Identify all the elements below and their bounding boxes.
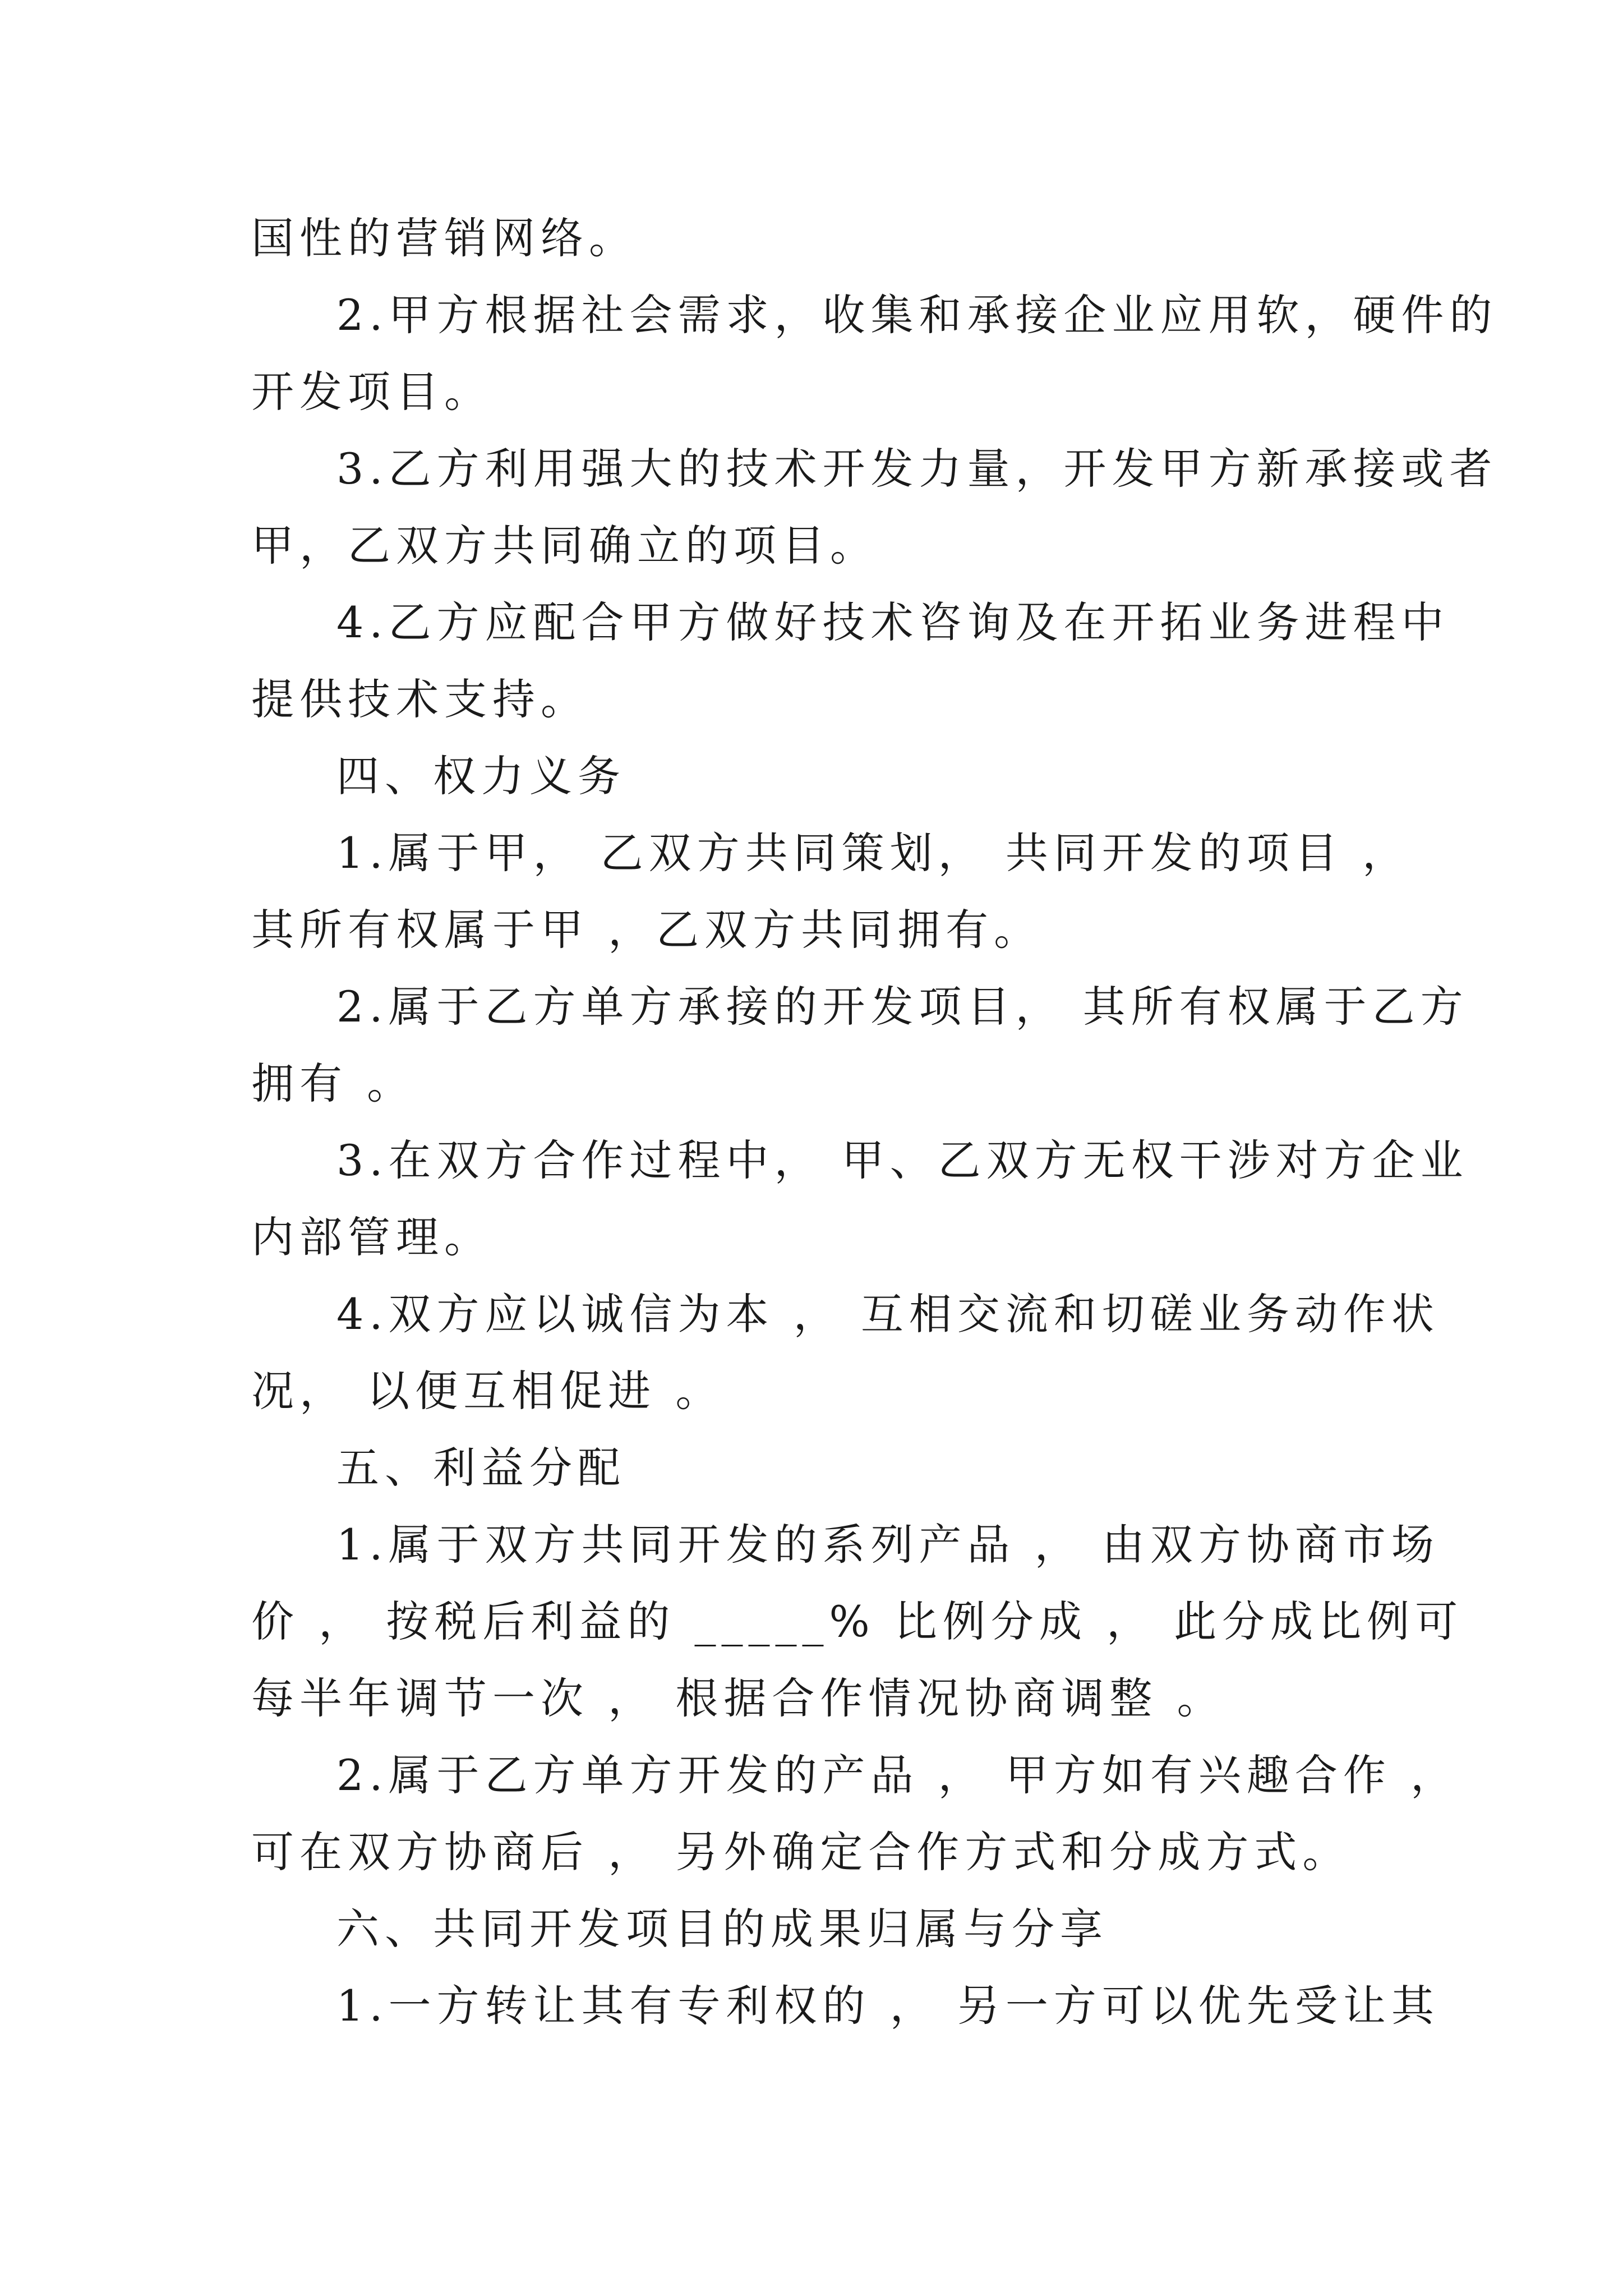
text-line: 拥有 。 — [251, 1059, 416, 1108]
text-line: 4.乙方应配合甲方做好技术咨询及在开拓业务进程中 — [336, 597, 1450, 647]
section-heading: 六、共同开发项目的成果归属与分享 — [336, 1904, 1108, 1954]
text-line: 提供技术支持。 — [251, 674, 589, 724]
text-line: 4.双方应以诚信为本 ， 互相交流和切磋业务动作状 — [336, 1289, 1440, 1339]
text-line: 价 ， 按税后利益的 _____% 比例分成 ， 此分成比例可 — [251, 1596, 1464, 1646]
text-line: 甲，乙双方共同确立的项目。 — [251, 521, 878, 570]
text-line: 3.乙方利用强大的技术开发力量，开发甲方新承接或者 — [336, 444, 1498, 494]
text-line: 2.甲方根据社会需求，收集和承接企业应用软，硬件的 — [336, 290, 1498, 340]
text-line: 2.属于乙方单方承接的开发项目， 其所有权属于乙方 — [336, 982, 1469, 1032]
section-heading: 五、利益分配 — [336, 1443, 626, 1493]
text-line: 1.一方转让其有专利权的 ， 另一方可以优先受让其 — [336, 1981, 1440, 2031]
text-line: 其所有权属于甲 ，乙双方共同拥有。 — [251, 905, 1043, 955]
text-line: 3.在双方合作过程中， 甲、乙双方无权干涉对方企业 — [336, 1135, 1469, 1185]
text-line: 1.属于双方共同开发的系列产品 ， 由双方协商市场 — [336, 1520, 1440, 1570]
text-line: 2.属于乙方单方开发的产品 ， 甲方如有兴趣合作 ， — [336, 1750, 1459, 1800]
text-line: 开发项目。 — [251, 367, 492, 417]
text-line: 国性的营销网络。 — [251, 213, 637, 263]
section-heading: 四、权力义务 — [336, 751, 626, 801]
text-line: 内部管理。 — [251, 1212, 492, 1262]
text-line: 1.属于甲， 乙双方共同策划， 共同开发的项目 ， — [336, 828, 1410, 878]
text-line: 况， 以便互相促进 。 — [251, 1366, 724, 1416]
text-line: 每半年调节一次 ， 根据合作情况协商调整 。 — [251, 1673, 1225, 1723]
text-line: 可在双方协商后 ， 另外确定合作方式和分成方式。 — [251, 1827, 1351, 1877]
